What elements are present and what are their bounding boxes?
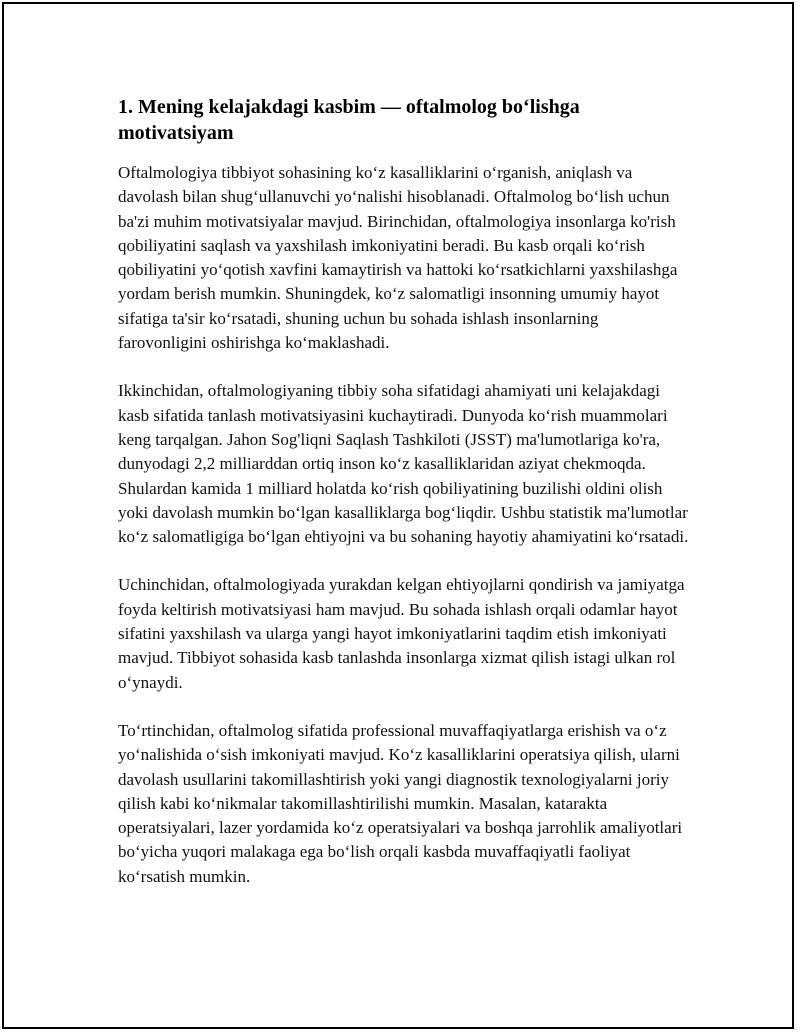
document-body: [118, 94, 690, 913]
paragraph-2: Ikkinchidan, oftalmologiyaning tibbiy soha sifatidagi ahamiyati uni kelajakdagi kasb sifatida tanlash motivatsiyasini kuchaytiradi. Dunyoda ko‘rish muammolari keng tarqalgan. Jahon Sog'liqni Saqlash Tashkiloti (JSST) ma'lumotlariga ko'ra, dunyodagi 2,2 milliarddan ortiq inson ko‘z kasalliklaridan aziyat chekmoqda. Shulardan kamida 1 milliard holatda ko‘rish qobiliyatining buzilishi oldini olish yoki davolash mumkin bo‘lgan kasalliklarga bog‘liqdir. Ushbu statistik ma'lumotlar ko‘z salomatligiga bo‘lgan ehtiyojni va bu sohaning hayotiy ahamiyatini ko‘rsatadi.: [118, 381, 689, 547]
paragraph-4: To‘rtinchidan, oftalmolog sifatida professional muvaffaqiyatlarga erishish va o‘z yo‘nalishida o‘sish imkoniyati mavjud. Ko‘z kasalliklarini operatsiya qilish, ularni davolash usullarini takomillashtirish yoki yangi diagnostik texnologiyalarni joriy qilish kabi ko‘nikmalar takomillashtirilishi mumkin. Masalan, katarakta operatsiyalari, lazer yordamida ko‘z operatsiyalari va boshqa jarrohlik amaliyotlari bo‘yicha yuqori malakaga ega bo‘lish orqali kasbda muvaffaqiyatli faoliyat ko‘rsatish mumkin.: [118, 720, 683, 886]
paragraph-3: Uchinchidan, oftalmologiyada yurakdan kelgan ehtiyojlarni qondirish va jamiyatga foyda keltirish motivatsiyasi ham mavjud. Bu sohada ishlash orqali odamlar hayot sifatini yaxshilash va ularga yangi hayot imkoniyatlarini taqdim etish imkoniyati mavjud. Tibbiyot sohasida kasb tanlashda insonlarga xizmat qilish istagi ulkan rol o‘ynaydi.: [118, 575, 685, 692]
paragraph-1: Oftalmologiya tibbiyot sohasining ko‘z kasalliklarini o‘rganish, aniqlash va davolash bilan shug‘ullanuvchi yo‘nalishi hisoblanadi. Oftalmolog bo‘lish uchun ba'zi muhim motivatsiyalar mavjud. Birinchidan, oftalmologiya insonlarga ko'rish qobiliyatini saqlash va yaxshilash imkoniyatini beradi. Bu kasb orqali ko‘rish qobiliyatini yo‘qotish xavfini kamaytirish va hattoki ko‘rsatkichlarni yaxshilashga yordam berish mumkin. Shuningdek, ko‘z salomatligi insonning umumiy hayot sifatiga ta'sir ko‘rsatadi, shuning uchun bu sohada ishlash insonlarning farovonligini oshirishga ko‘maklashadi.: [118, 163, 678, 353]
document-title: 1. Mening kelajakdagi kasbim — oftalmolog bo‘lishga motivatsiyam: [118, 96, 580, 144]
